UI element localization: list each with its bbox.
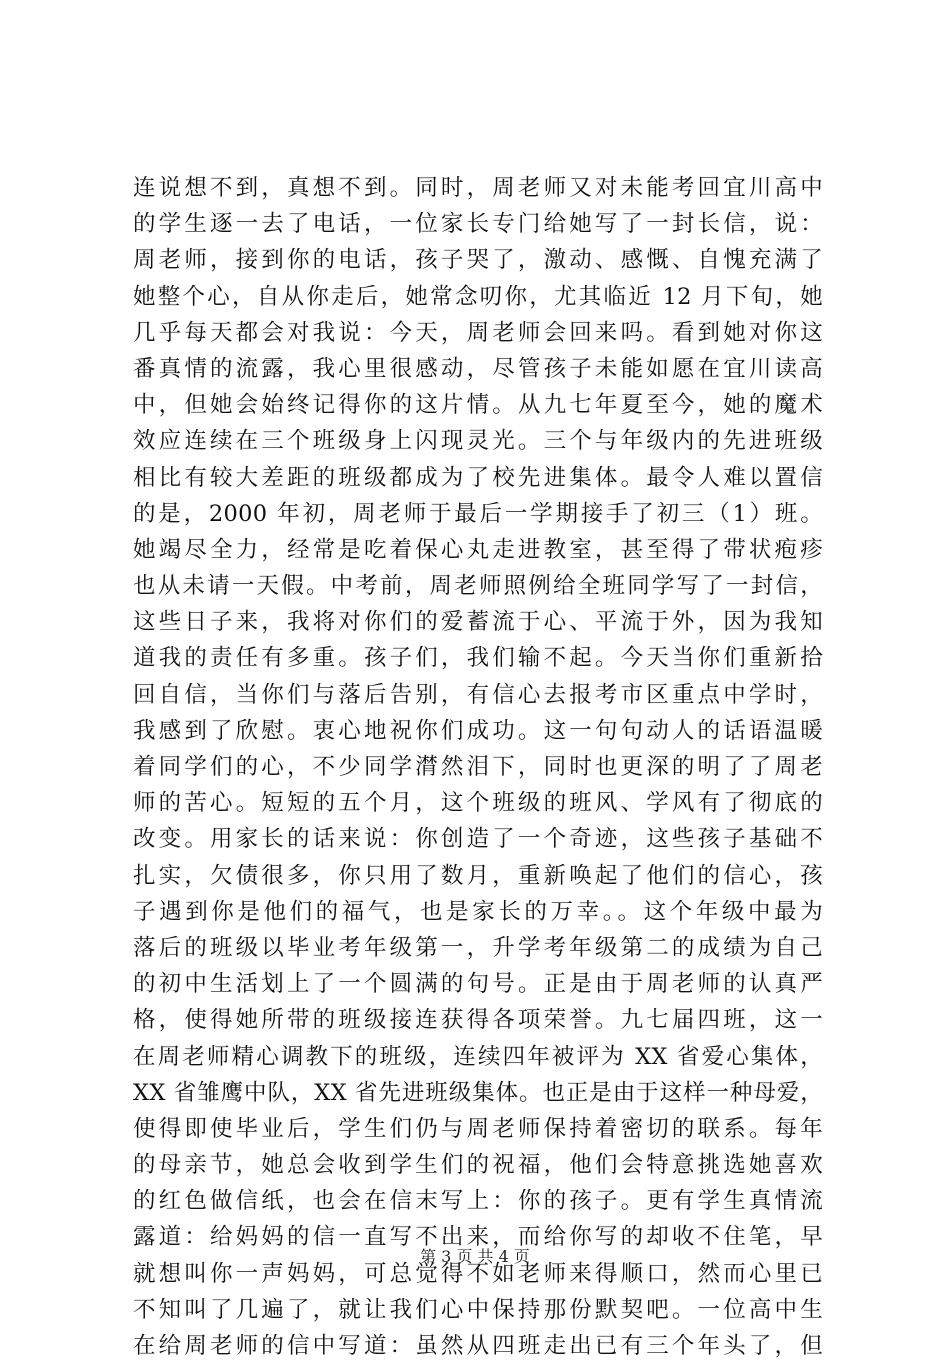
text-line: 的是，2000 年初，周老师于最后一学期接手了初三（1）班。 [133,500,823,527]
text-line: 露道：给妈妈的信一直写不出来，而给你写的却收不住笔，早 [133,1224,823,1251]
text-line: 就想叫你一声妈妈，可总觉得不如老师来得顺口，然而心里已 [133,1260,823,1287]
text-line: 连说想不到，真想不到。同时，周老师又对未能考回宜川高中 [133,175,823,201]
text-line: 落后的班级以毕业考年级第一，升学考年级第二的成绩为自己 [133,934,823,961]
text-line: 在周老师精心调教下的班级，连续四年被评为 XX 省爱心集体， [133,1043,823,1070]
text-line: 几乎每天都会对我说：今天，周老师会回来吗。看到她对你这 [133,319,823,346]
text-line: 在给周老师的信中写道：虽然从四班走出已有三个年头了，但 [133,1333,823,1359]
page-footer [0,1247,950,1267]
text-line: 使得即使毕业后，学生们仍与周老师保持着密切的联系。每年 [133,1115,823,1142]
text-line: 的学生逐一去了电话，一位家长专门给她写了一封长信，说： [133,211,823,238]
text-line: 改变。用家长的话来说：你创造了一个奇迹，这些孩子基础不 [133,826,823,853]
text-line: 番真情的流露，我心里很感动，尽管孩子未能如愿在宜川读高 [133,355,823,382]
body-text [133,170,823,1364]
text-line: 道我的责任有多重。孩子们，我们输不起。今天当你们重新拾 [133,645,823,672]
text-line: 格，使得她所带的班级接连获得各项荣誉。九七届四班，这一 [133,1007,823,1034]
text-line: 着同学们的心，不少同学潸然泪下，同时也更深的明了了周老 [133,754,823,780]
text-line: 中，但她会始终记得你的这片情。从九七年夏至今，她的魔术 [133,392,823,419]
text-line: 不知叫了几遍了，就让我们心中保持那份默契吧。一位高中生 [133,1296,823,1323]
text-line: 的母亲节，她总会收到学生们的祝福，他们会特意挑选她喜欢 [133,1152,823,1179]
text-line: 相比有较大差距的班级都成为了校先进集体。最令人难以置信 [133,464,823,491]
text-line: 的初中生活划上了一个圆满的句号。正是由于周老师的认真严 [133,971,823,998]
text-line: 效应连续在三个班级身上闪现灵光。三个与年级内的先进班级 [133,428,823,455]
text-line: XX 省雏鹰中队，XX 省先进班级集体。也正是由于这样一种母爱， [133,1079,823,1106]
text-line: 她竭尽全力，经常是吃着保心丸走进教室，甚至得了带状疱疹 [133,536,823,563]
text-line: 回自信，当你们与落后告别，有信心去报考市区重点中学时， [133,681,823,708]
text-line: 周老师，接到你的电话，孩子哭了，激动、感慨、自愧充满了 [133,247,823,274]
text-line: 我感到了欣慰。衷心地祝你们成功。这一句句动人的话语温暖 [133,717,823,744]
text-line: 这些日子来，我将对你们的爱蓄流于心、平流于外，因为我知 [133,609,823,636]
text-line: 她整个心，自从你走后，她常念叨你，尤其临近 12 月下旬，她 [133,283,823,310]
page-number-label: 第 3 页 共 4 页 [420,1247,530,1266]
text-line: 扎实，欠债很多，你只用了数月，重新唤起了他们的信心，孩 [133,862,823,889]
text-line: 的红色做信纸，也会在信末写上：你的孩子。更有学生真情流 [133,1188,823,1215]
text-line: 也从未请一天假。中考前，周老师照例给全班同学写了一封信， [133,573,823,600]
text-line: 子遇到你是他们的福气，也是家长的万幸。。这个年级中最为 [133,898,823,925]
text-line: 师的苦心。短短的五个月，这个班级的班风、学风有了彻底的 [133,790,823,817]
